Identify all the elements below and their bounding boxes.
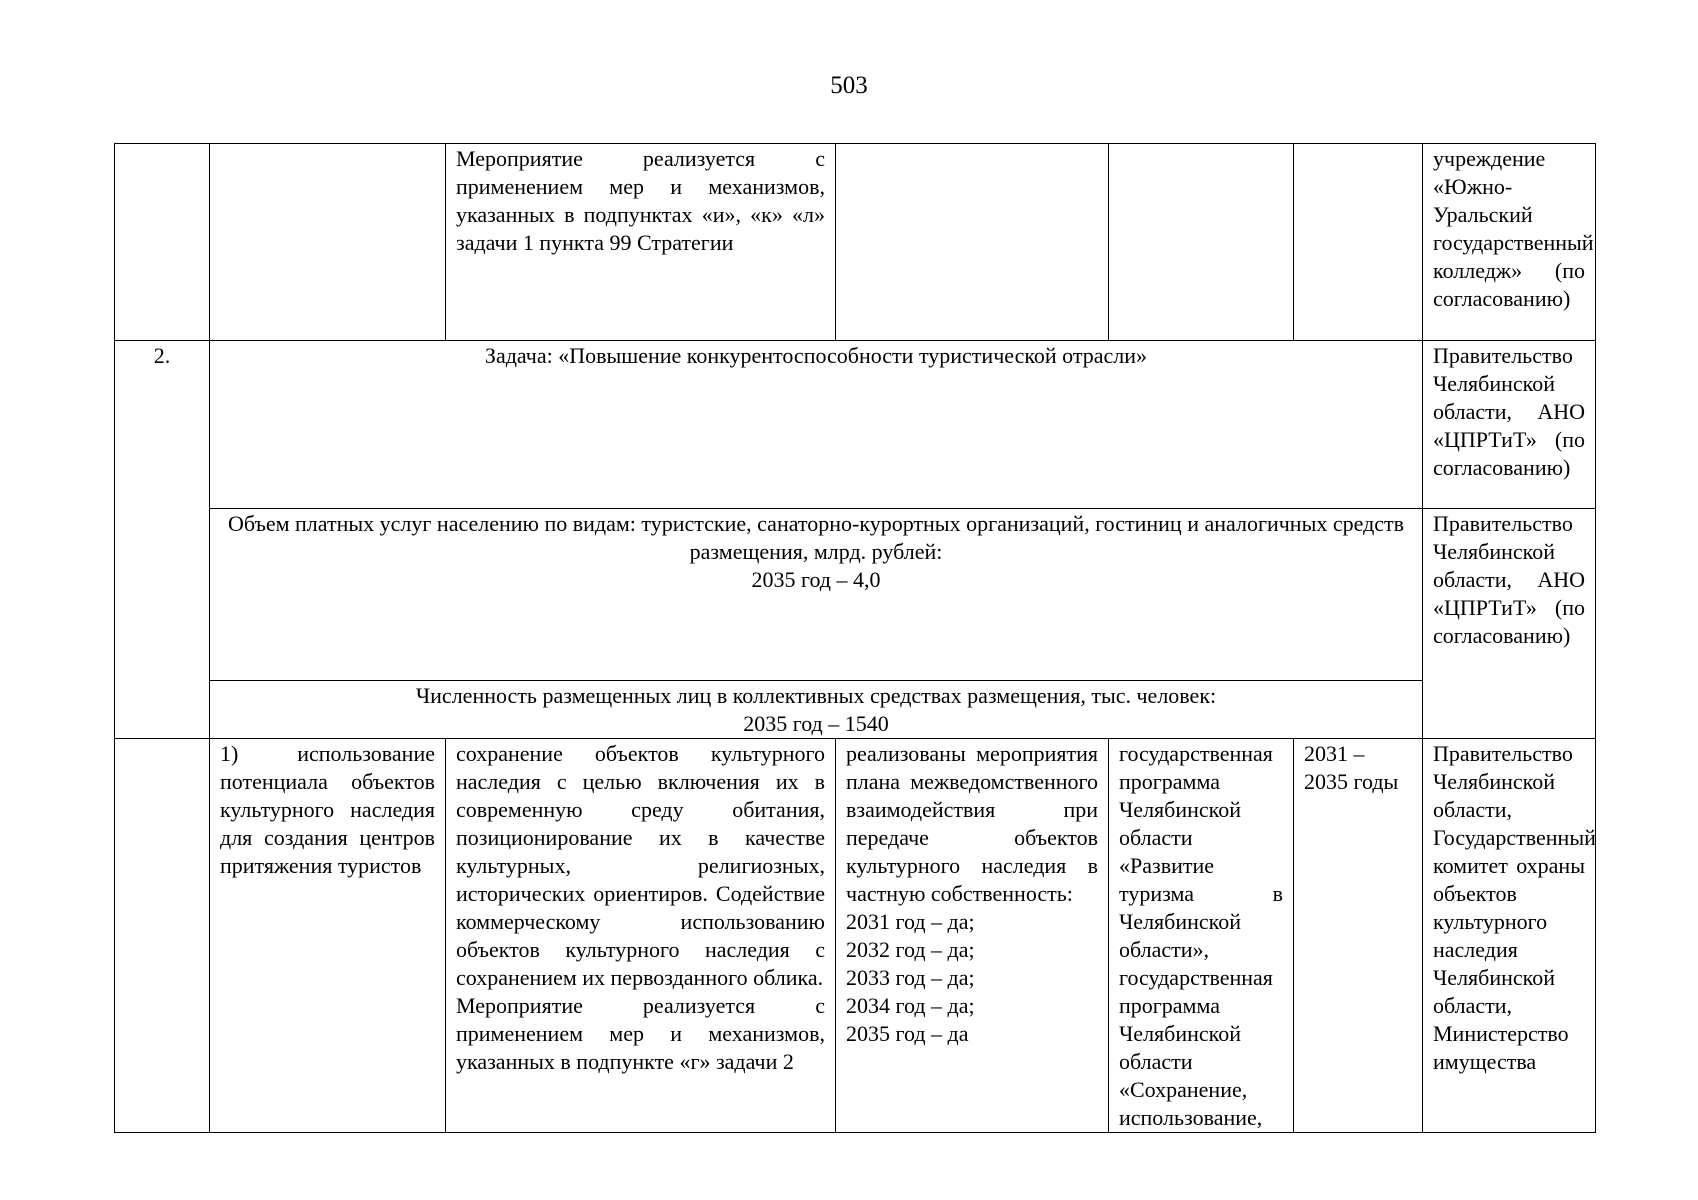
indicator-text: Объем платных услуг населению по видам: туристские, санаторно-курортных организаций, гостиниц и аналогичных средств размещения, млрд. рублей: xyxy=(227,511,1405,564)
indicator-cell xyxy=(210,509,1423,681)
cell-responsible: учреждение «Южно-Уральский государственный колледж» (по согласованию) xyxy=(1423,144,1596,341)
indicator-cell xyxy=(210,681,1423,739)
cell-measure: 1) использование потенциала объектов культурного наследия для создания центров притяжения туристов xyxy=(210,739,446,1133)
table-row xyxy=(115,341,1596,509)
cell-period: 2031 – 2035 годы xyxy=(1294,739,1423,1133)
cell-period xyxy=(1294,144,1423,341)
indicator-target: 2035 год – 4,0 xyxy=(751,567,881,592)
cell-task-number: 2. xyxy=(115,341,210,739)
cell-responsible: Правительство Челябинской области, АНО «ЦПРТиТ» (по согласованию) xyxy=(1423,509,1596,739)
description-paragraph: Мероприятие реализуется с применением мер и механизмов, указанных в подпункте «г» задачи 2 xyxy=(456,993,825,1074)
description-paragraph: сохранение объектов культурного наследия с целью включения их в современную среду обитания, позиционирование их в качестве культурных, религиозных, исторических ориентиров. Содействие коммерческому использованию объектов культурного наследия с сохранением их первозданного облика. xyxy=(456,741,825,990)
table-row xyxy=(115,509,1596,681)
plan-table xyxy=(114,143,1596,1133)
task-heading: Задача: «Повышение конкурентоспособности туристической отрасли» xyxy=(210,341,1423,509)
cell-number xyxy=(115,739,210,1133)
indicator-target: 2035 год – 1540 xyxy=(743,711,889,736)
cell-measure xyxy=(210,144,446,341)
cell-program: государственная программа Челябинской области «Развитие туризма в Челябинской области», государственная программа Челябинской области «Сохранение, использование, xyxy=(1109,739,1294,1133)
page-number: 503 xyxy=(830,72,868,99)
table-row xyxy=(115,144,1596,341)
result-years: 2031 год – да; 2032 год – да; 2033 год – да; 2034 год – да; 2035 год – да xyxy=(846,909,975,1046)
cell-number xyxy=(115,144,210,341)
cell-responsible: Правительство Челябинской области, АНО «ЦПРТиТ» (по согласованию) xyxy=(1423,341,1596,509)
result-text: реализованы мероприятия плана межведомственного взаимодействия при передаче объектов культурного наследия в частную собственность: xyxy=(846,741,1098,906)
table-row xyxy=(115,681,1596,739)
table-row xyxy=(115,739,1596,1133)
indicator-text: Численность размещенных лиц в коллективных средствах размещения, тыс. человек: xyxy=(415,683,1217,708)
cell-description xyxy=(446,739,836,1133)
cell-description: Мероприятие реализуется с применением мер и механизмов, указанных в подпунктах «и», «к» «л» задачи 1 пункта 99 Стратегии xyxy=(446,144,836,341)
cell-program xyxy=(1109,144,1294,341)
cell-result xyxy=(836,144,1109,341)
cell-responsible: Правительство Челябинской области, Государственный комитет охраны объектов культурного наследия Челябинской области, Министерство имущества xyxy=(1423,739,1596,1133)
cell-result xyxy=(836,739,1109,1133)
